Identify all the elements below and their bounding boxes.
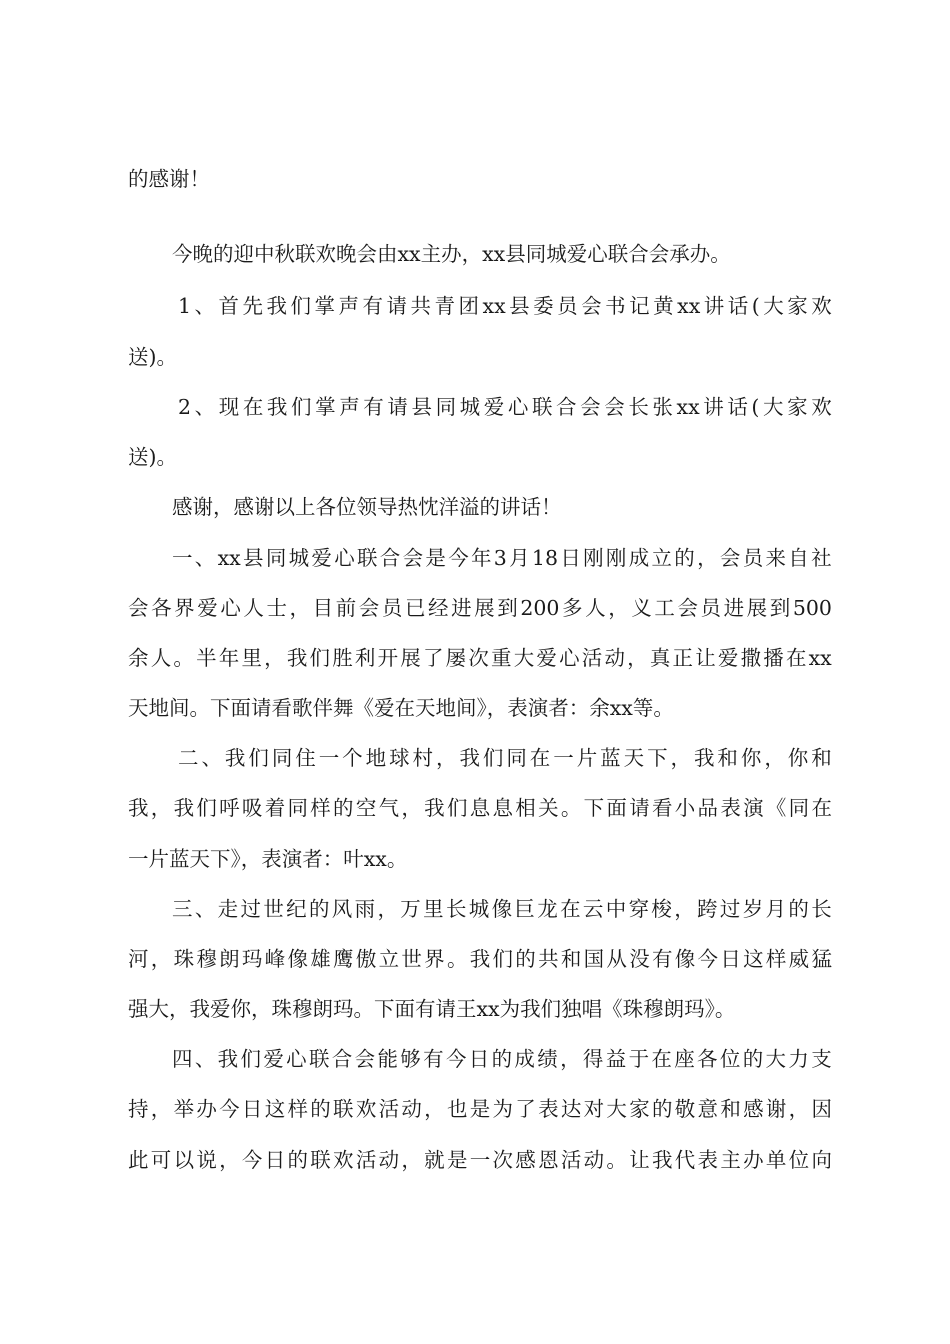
- text-line: 持 ， 举 办 今 日 这 样 的 联 欢 活 动 ， 也 是 为 了 表 达 对 大 家 的 敬 意 和 感 谢 ， 因: [128, 1097, 832, 1121]
- text-line: 余 人 。 半 年 里 ， 我 们 胜 利 开 展 了 屡 次 重 大 爱 心 活 动 ， 真 正 让 爱 撒 播 在 xx: [128, 646, 832, 670]
- text-line: 我 ， 我 们 呼 吸 着 同 样 的 空 气 ， 我 们 息 息 相 关 。 下 面 请 看 小 品 表 演 《 同 在: [128, 796, 832, 820]
- text-line: 河 ， 珠 穆 朗 玛 峰 像 雄 鹰 傲 立 世 界 。 我 们 的 共 和 国 从 没 有 像 今 日 这 样 威 猛: [128, 947, 832, 971]
- text-line: 一 、 xx 县 同 城 爱 心 联 合 会 是 今 年 3 月 18 日 刚 刚 成 立 的 ， 会 员 来 自 社: [172, 546, 832, 570]
- text-line: 今晚的迎中秋联欢晚会由xx主办，xx县同城爱心联合会承办。: [172, 242, 731, 266]
- text-line: 的感谢！: [128, 167, 210, 191]
- text-line: 送)。: [128, 345, 177, 369]
- text-line: 感谢，感谢以上各位领导热忱洋溢的讲话！: [172, 495, 562, 519]
- text-line: 三 、 走 过 世 纪 的 风 雨 ， 万 里 长 城 像 巨 龙 在 云 中 穿 梭 ， 跨 过 岁 月 的 长: [172, 897, 832, 921]
- text-line: 此 可 以 说 ， 今 日 的 联 欢 活 动 ， 就 是 一 次 感 恩 活 动 。 让 我 代 表 主 办 单 位 向: [128, 1148, 832, 1172]
- text-line: 强大，我爱你，珠穆朗玛。下面有请王xx为我们独唱《珠穆朗玛》。: [128, 997, 736, 1021]
- text-line: 送)。: [128, 445, 177, 469]
- text-line: 一片蓝天下》，表演者：叶xx。: [128, 847, 408, 871]
- text-line: 二 、 我 们 同 住 一 个 地 球 村 ， 我 们 同 在 一 片 蓝 天 下 ， 我 和 你 ， 你 和: [178, 746, 832, 770]
- text-line: 会 各 界 爱 心 人 士 ， 目 前 会 员 已 经 进 展 到 200 多 人 ， 义 工 会 员 进 展 到 500: [128, 596, 832, 620]
- text-line: 1 、 首 先 我 们 掌 声 有 请 共 青 团 xx 县 委 员 会 书 记 黄 xx 讲 话 ( 大 家 欢: [178, 294, 832, 318]
- text-line: 四 、 我 们 爱 心 联 合 会 能 够 有 今 日 的 成 绩 ， 得 益 于 在 座 各 位 的 大 力 支: [172, 1047, 832, 1071]
- text-line: 天地间。下面请看歌伴舞《爱在天地间》，表演者：余xx等。: [128, 696, 674, 720]
- text-line: 2 、 现 在 我 们 掌 声 有 请 县 同 城 爱 心 联 合 会 会 长 张 xx 讲 话 ( 大 家 欢: [178, 395, 832, 419]
